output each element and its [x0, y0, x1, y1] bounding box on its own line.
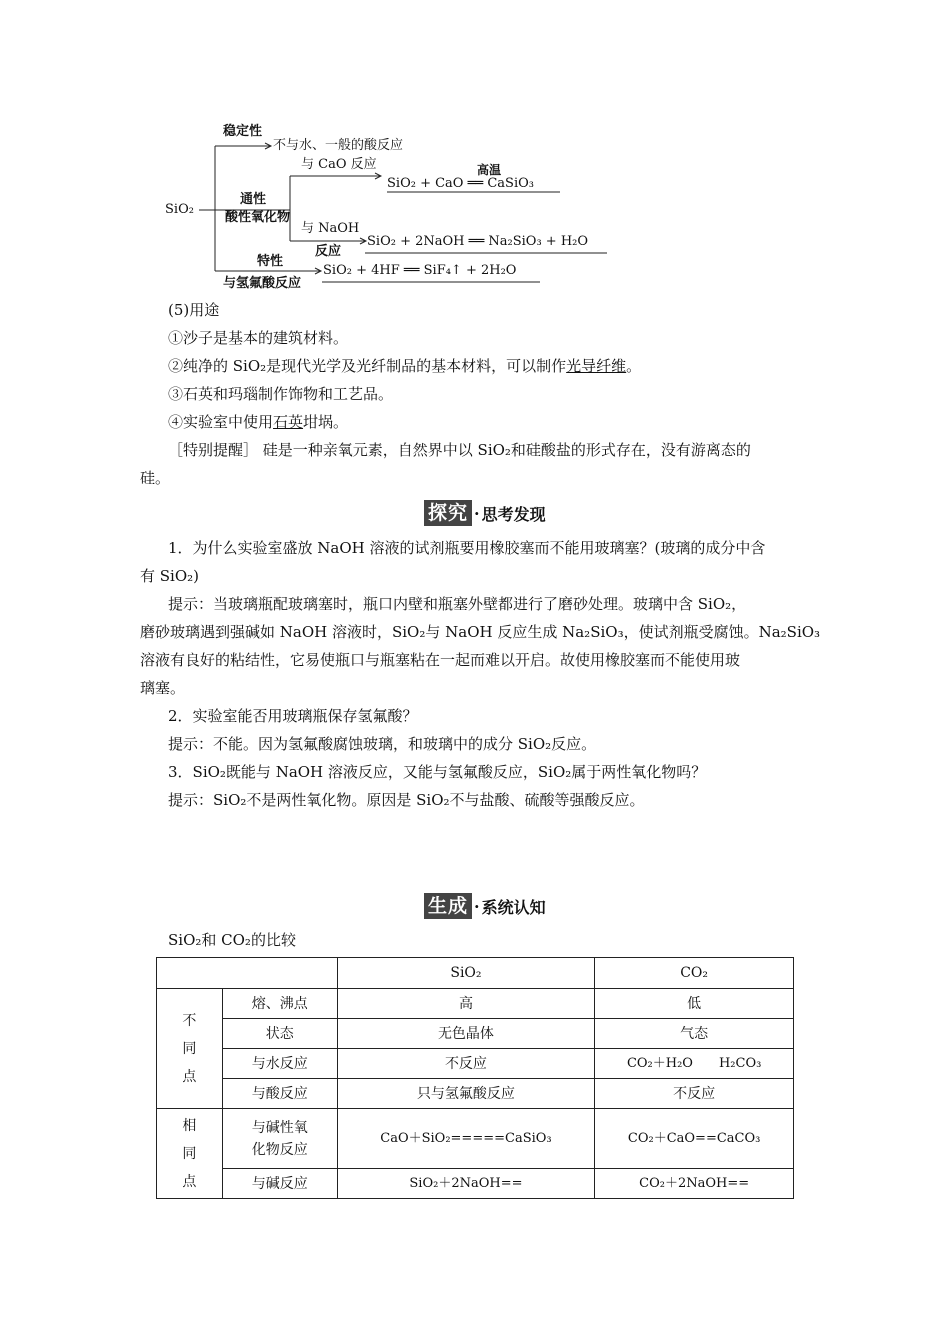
question-2: 2．实验室能否用玻璃瓶保存氢氟酸？ [168, 707, 418, 725]
table-row [157, 989, 794, 1019]
cao-reaction-label: 与 CaO 反应 [301, 157, 377, 172]
sio2-cell: 只与氢氟酸反应 [337, 1079, 595, 1109]
explore-title: 思考发现 [481, 504, 546, 524]
comparison-table [156, 957, 794, 1199]
co2-cell: CO₂＋H₂O H₂CO₃ [595, 1049, 794, 1079]
co2-cell: 不反应 [595, 1079, 794, 1109]
sio2-cell: CaO＋SiO₂=====CaSiO₃ [337, 1109, 595, 1169]
answer-2: 提示：不能。因为氢氟酸腐蚀玻璃，和玻璃中的成分 SiO₂反应。 [168, 735, 597, 753]
table-caption: SiO₂和 CO₂的比较 [168, 931, 296, 949]
sio2-properties-diagram [165, 118, 625, 298]
hf-equation: SiO₂ + 4HF ══ SiF₄↑ + 2H₂O [323, 263, 517, 278]
table-header-row [157, 958, 794, 989]
generate-title: 系统认知 [481, 897, 546, 917]
special-reminder-line2: 硅。 [140, 469, 171, 487]
uses-heading: (5)用途 [168, 301, 220, 319]
group-same: 相 同 点 [157, 1109, 223, 1199]
table-corner [157, 958, 338, 989]
special-label: 特性 [257, 254, 284, 269]
explore-badge: 探究 [424, 500, 472, 526]
generate-badge: 生成 [424, 893, 472, 919]
table-row [157, 1109, 794, 1169]
prop-cell: 与酸反应 [222, 1079, 337, 1109]
table-row [157, 1079, 794, 1109]
answer-1-line4: 璃塞。 [140, 679, 186, 697]
diagram-root: SiO₂ [165, 202, 194, 217]
sio2-cell: 无色晶体 [337, 1019, 595, 1049]
hf-reaction-label: 与氢氟酸反应 [223, 276, 302, 291]
group-different: 不 同 点 [157, 989, 223, 1109]
answer-1-line1: 提示：当玻璃瓶配玻璃塞时，瓶口内壁和瓶塞外壁都进行了磨砂处理。玻璃中含 SiO₂， [168, 595, 747, 613]
header-co2: CO₂ [595, 958, 794, 989]
table-row [157, 1049, 794, 1079]
special-reminder-line1: ［特别提醒］ 硅是一种亲氧元素，自然界中以 SiO₂和硅酸盐的形式存在，没有游离态的 [168, 441, 751, 459]
prop-cell: 与水反应 [222, 1049, 337, 1079]
table-row [157, 1169, 794, 1199]
stability-result: 不与水、一般的酸反应 [273, 138, 404, 153]
answer-1-line2: 磨砂玻璃遇到强碱如 NaOH 溶液时，SiO₂与 NaOH 反应生成 Na₂SiO₃，使试剂瓶受腐蚀。Na₂SiO₃ [140, 623, 821, 641]
use-item-2: ②纯净的 SiO₂是现代光学及光纤制品的基本材料，可以制作光导纤维。 [168, 357, 642, 375]
naoh-equation: SiO₂ + 2NaOH ══ Na₂SiO₃ + H₂O [367, 234, 589, 249]
prop-cell: 状态 [222, 1019, 337, 1049]
header-sio2: SiO₂ [337, 958, 595, 989]
naoh-reaction-label: 与 NaOH [301, 221, 360, 236]
co2-cell: CO₂＋CaO==CaCO₃ [595, 1109, 794, 1169]
question-3: 3．SiO₂既能与 NaOH 溶液反应，又能与氢氟酸反应，SiO₂属于两性氧化物吗？ [168, 763, 707, 781]
answer-3: 提示：SiO₂不是两性氧化物。原因是 SiO₂不与盐酸、硫酸等强酸反应。 [168, 791, 645, 809]
generality-label: 通性 [240, 192, 267, 207]
sio2-cell: SiO₂＋2NaOH== [337, 1169, 595, 1199]
answer-1-line3: 溶液有良好的粘结性，它易使瓶口与瓶塞粘在一起而难以开启。故使用橡胶塞而不能使用玻 [140, 651, 741, 669]
prop-cell: 与碱性氧 化物反应 [222, 1109, 337, 1169]
prop-cell: 熔、沸点 [222, 989, 337, 1019]
naoh-reaction-label-2: 反应 [315, 244, 342, 259]
use-item-1: ①沙子是基本的建筑材料。 [168, 329, 349, 347]
use-item-3: ③石英和玛瑙制作饰物和工艺品。 [168, 385, 394, 403]
sio2-cell: 不反应 [337, 1049, 595, 1079]
acidic-oxide-label: 酸性氧化物 [225, 210, 291, 225]
co2-cell: 气态 [595, 1019, 794, 1049]
cao-equation: SiO₂ + CaO ══ CaSiO₃ [387, 176, 534, 191]
question-1-line1: 1．为什么实验室盛放 NaOH 溶液的试剂瓶要用橡胶塞而不能用玻璃塞？(玻璃的成分中含 [168, 539, 766, 557]
cao-condition: 高温 [477, 163, 502, 177]
stability-label: 稳定性 [223, 124, 263, 139]
table-row [157, 1019, 794, 1049]
generate-section-header: 生成 · 系统认知 [424, 893, 546, 919]
use-item-4: ④实验室中使用石英坩埚。 [168, 413, 349, 431]
question-1-line2: 有 SiO₂) [140, 567, 200, 585]
explore-section-header: 探究 · 思考发现 [424, 500, 546, 526]
co2-cell: CO₂＋2NaOH== [595, 1169, 794, 1199]
sio2-cell: 高 [337, 989, 595, 1019]
prop-cell: 与碱反应 [222, 1169, 337, 1199]
co2-cell: 低 [595, 989, 794, 1019]
